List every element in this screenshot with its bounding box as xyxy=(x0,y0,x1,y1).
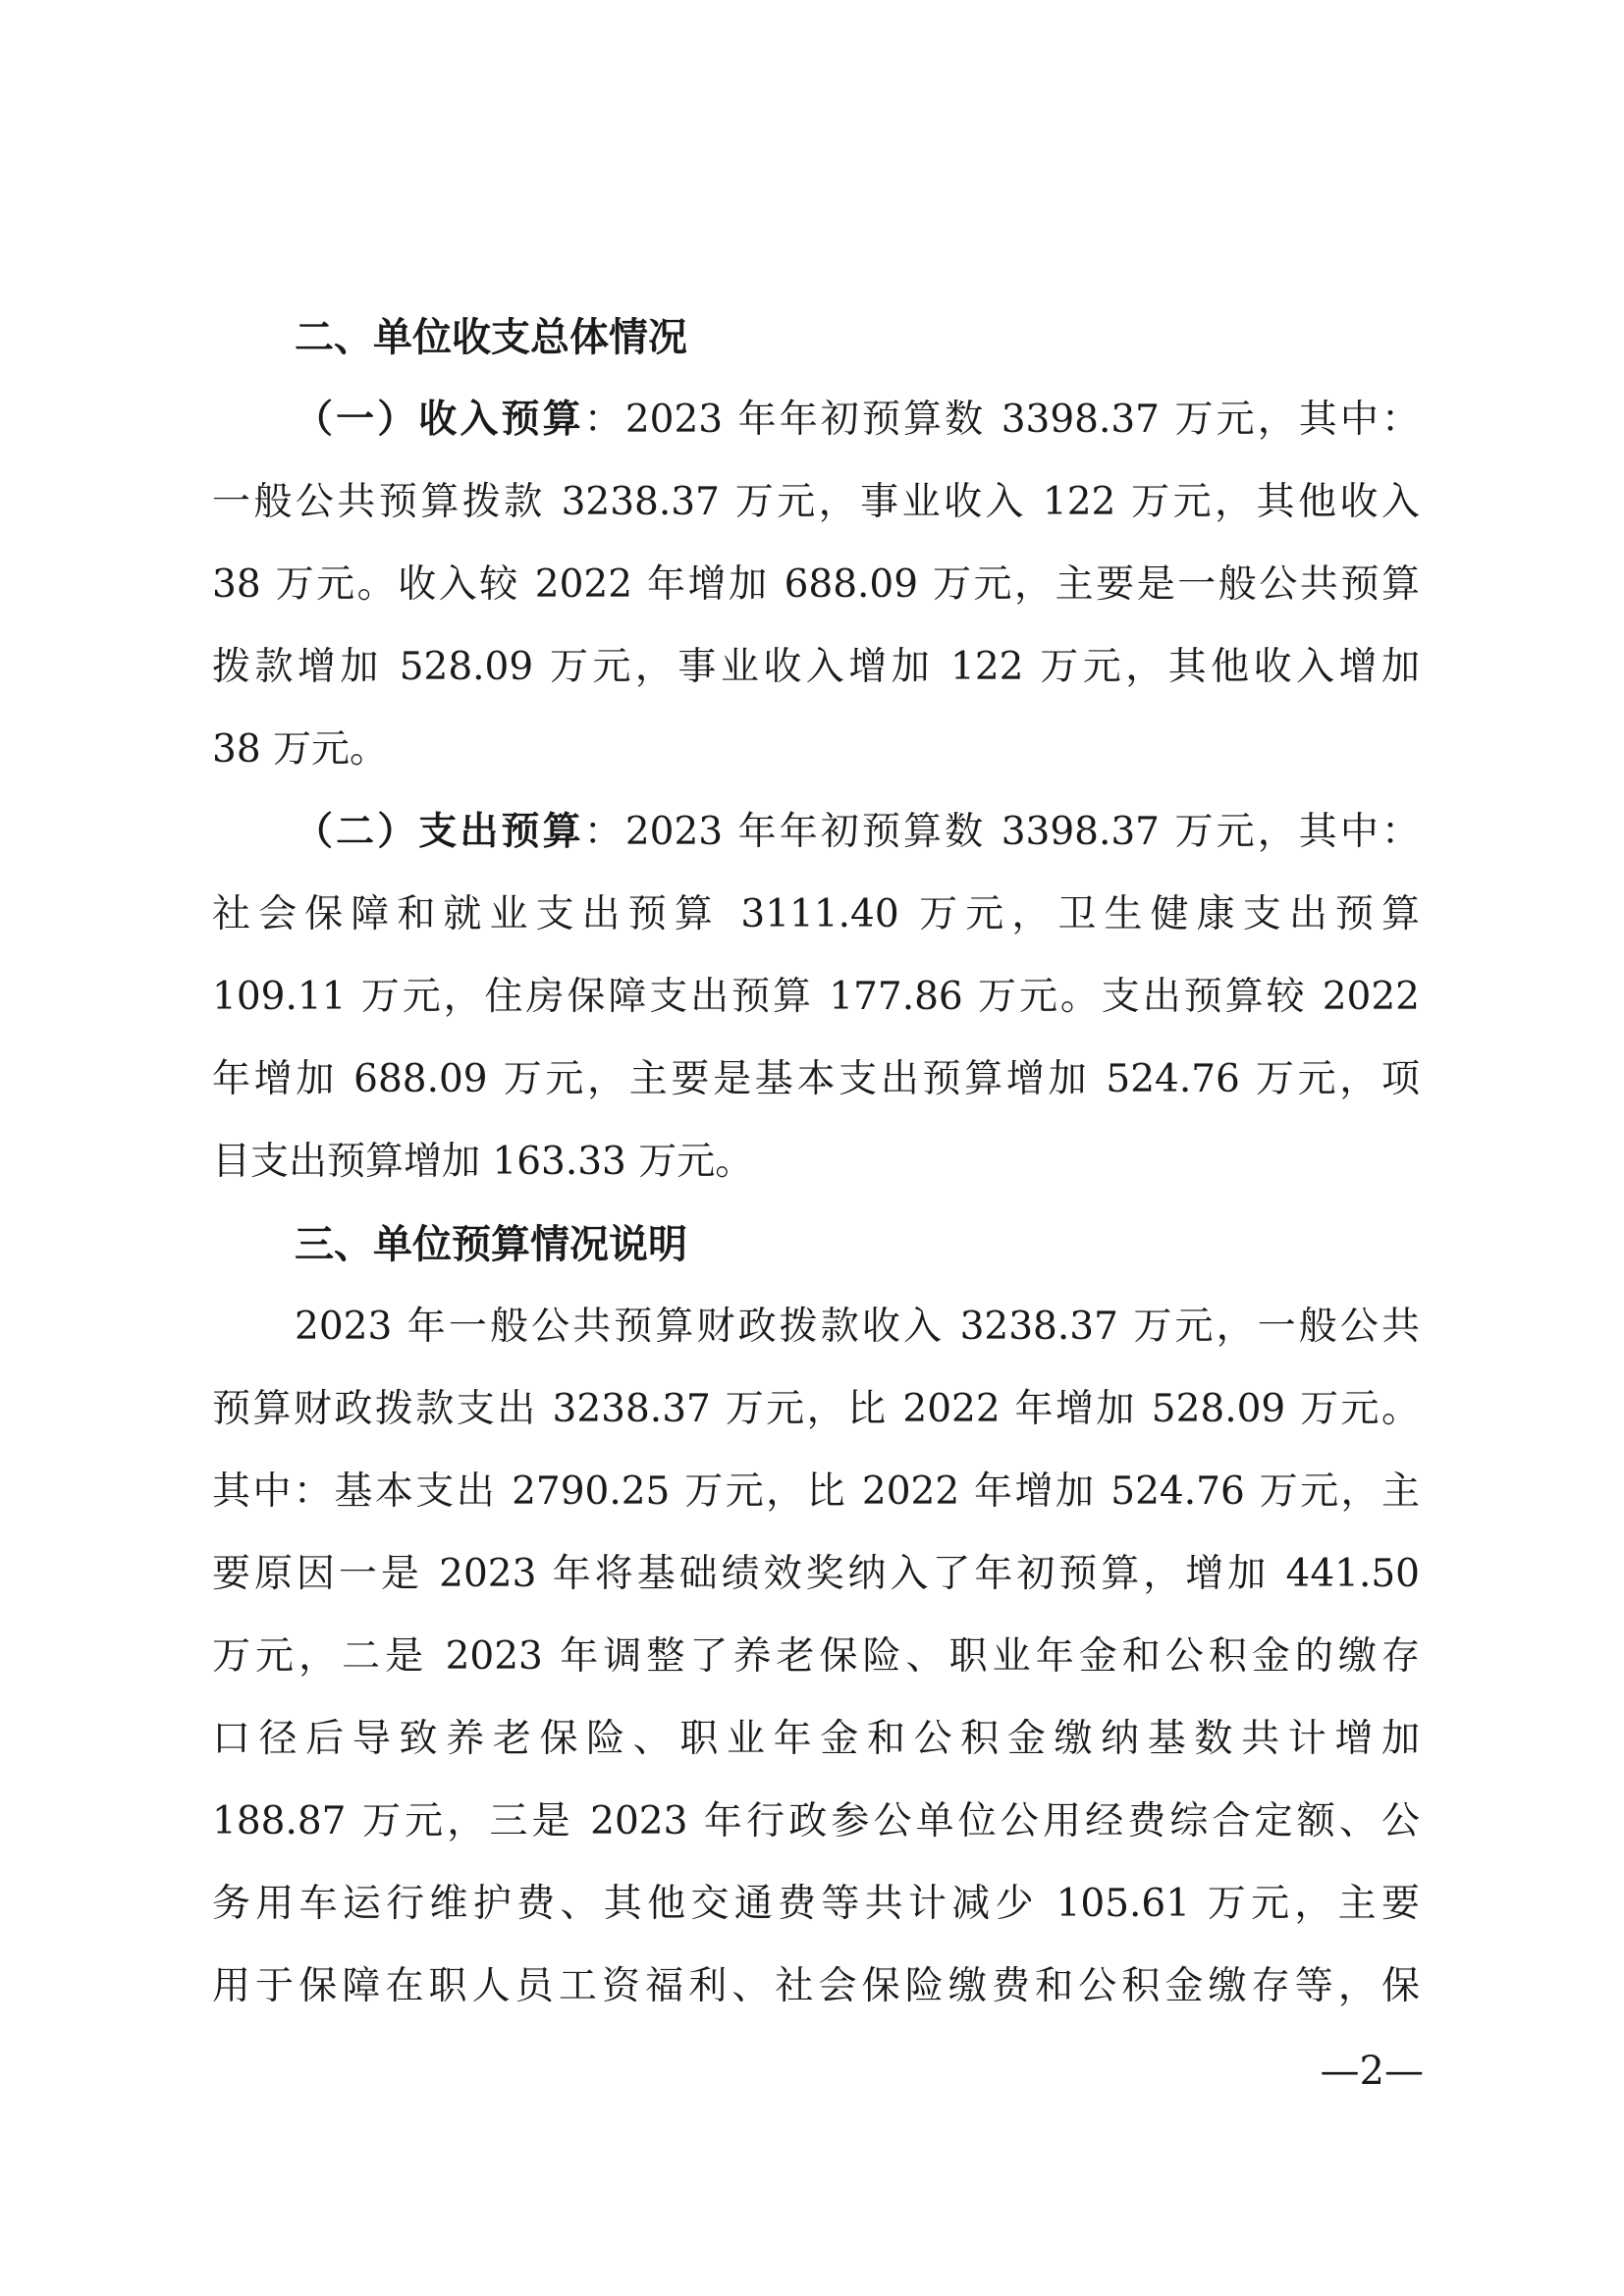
expense-line-2: 109.11 万元，住房保障支出预算 177.86 万元。支出预算较 2022 xyxy=(212,975,1420,1019)
income-first-line-text: ：2023 年年初预算数 3398.37 万元，其中： xyxy=(583,398,1420,442)
s3-line-4: 万元，二是 2023 年调整了养老保险、职业年金和公积金的缴存 xyxy=(212,1634,1420,1679)
s3-line-1: 预算财政拨款支出 3238.37 万元，比 2022 年增加 528.09 万元。 xyxy=(212,1387,1420,1431)
income-line-2: 38 万元。收入较 2022 年增加 688.09 万元，主要是一般公共预算 xyxy=(212,562,1420,607)
section-heading-2: 二、单位收支总体情况 xyxy=(295,315,687,360)
expense-label: （二）支出预算 xyxy=(295,810,584,854)
page-number: —2— xyxy=(1320,2049,1424,2094)
s3-line-8: 用于保障在职人员工资福利、社会保险缴费和公积金缴存等，保 xyxy=(212,1964,1420,2008)
expense-line-4: 目支出预算增加 163.33 万元。 xyxy=(212,1140,754,1184)
expense-first-line-text: ：2023 年年初预算数 3398.37 万元，其中： xyxy=(583,810,1420,854)
s3-line-6: 188.87 万元，三是 2023 年行政参公单位公用经费综合定额、公 xyxy=(212,1799,1420,1843)
s3-line-5: 口径后导致养老保险、职业年金和公积金缴纳基数共计增加 xyxy=(212,1717,1420,1761)
income-first-line xyxy=(295,391,1420,450)
section-heading-3: 三、单位预算情况说明 xyxy=(295,1222,687,1267)
income-line-1: 一般公共预算拨款 3238.37 万元，事业收入 122 万元，其他收入 xyxy=(212,480,1420,524)
income-line-3: 拨款增加 528.09 万元，事业收入增加 122 万元，其他收入增加 xyxy=(212,645,1420,689)
s3-line-2: 其中：基本支出 2790.25 万元，比 2022 年增加 524.76 万元，主 xyxy=(212,1469,1420,1514)
expense-first-line xyxy=(295,803,1420,862)
expense-line-1: 社会保障和就业支出预算 3111.40 万元，卫生健康支出预算 xyxy=(212,892,1420,936)
income-line-4: 38 万元。 xyxy=(212,727,389,772)
s3-line-3: 要原因一是 2023 年将基础绩效奖纳入了年初预算，增加 441.50 xyxy=(212,1552,1420,1596)
income-label: （一）收入预算 xyxy=(295,398,584,442)
s3-first-line: 2023 年一般公共预算财政拨款收入 3238.37 万元，一般公共 xyxy=(295,1305,1420,1349)
expense-line-3: 年增加 688.09 万元，主要是基本支出预算增加 524.76 万元，项 xyxy=(212,1057,1420,1101)
s3-line-7: 务用车运行维护费、其他交通费等共计减少 105.61 万元，主要 xyxy=(212,1882,1420,1926)
